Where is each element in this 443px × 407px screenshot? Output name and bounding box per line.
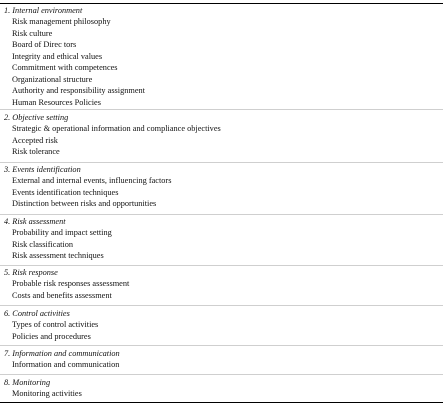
section-separator bbox=[0, 374, 443, 375]
list-item: Policies and procedures bbox=[12, 331, 91, 341]
section-separator bbox=[0, 345, 443, 346]
list-item: Authority and responsibility assignment bbox=[12, 86, 145, 95]
list-item: Events identification techniques bbox=[12, 187, 119, 197]
section-heading: 3. Events identification bbox=[4, 165, 81, 174]
section-heading: 8. Monitoring bbox=[4, 378, 51, 387]
list-item: External and internal events, influencing factors bbox=[12, 176, 172, 185]
section-separator bbox=[0, 214, 443, 215]
list-item: Probability and impact setting bbox=[12, 228, 112, 237]
section-heading: 5. Risk response bbox=[4, 268, 58, 277]
list-item: Integrity and ethical values bbox=[12, 51, 103, 61]
list-item: Probable risk responses assessment bbox=[12, 279, 130, 288]
list-item: Risk classification bbox=[12, 239, 74, 249]
table-top-rule bbox=[0, 3, 443, 4]
table-bottom-rule bbox=[0, 402, 443, 403]
list-item: Information and communication bbox=[12, 360, 120, 369]
list-item: Accepted risk bbox=[12, 135, 58, 145]
list-item: Strategic & operational information and compliance objectives bbox=[12, 124, 221, 133]
list-item: Types of control activities bbox=[12, 320, 99, 329]
list-item: Commitment with competences bbox=[12, 63, 118, 72]
section-heading: 1. Internal environment bbox=[4, 6, 83, 15]
list-item: Board of Direc tors bbox=[12, 40, 77, 49]
list-item: Risk tolerance bbox=[12, 147, 60, 156]
list-item: Distinction between risks and opportunities bbox=[12, 199, 157, 208]
section-separator bbox=[0, 305, 443, 306]
section-heading: 7. Information and communication bbox=[4, 349, 120, 358]
section-heading: 6. Control activities bbox=[4, 309, 70, 318]
section-heading: 4. Risk assessment bbox=[4, 217, 66, 226]
section-heading: 2. Objective setting bbox=[4, 113, 69, 122]
list-item: Costs and benefits assessment bbox=[12, 290, 112, 300]
list-item: Risk culture bbox=[12, 28, 53, 38]
section-separator bbox=[0, 265, 443, 266]
list-item: Human Resources Policies bbox=[12, 97, 101, 107]
list-item: Risk management philosophy bbox=[12, 17, 111, 26]
list-item: Monitoring activities bbox=[12, 389, 82, 398]
list-item: Organizational structure bbox=[12, 74, 93, 84]
list-item: Risk assessment techniques bbox=[12, 251, 104, 260]
section-separator bbox=[0, 109, 443, 110]
section-separator bbox=[0, 162, 443, 163]
